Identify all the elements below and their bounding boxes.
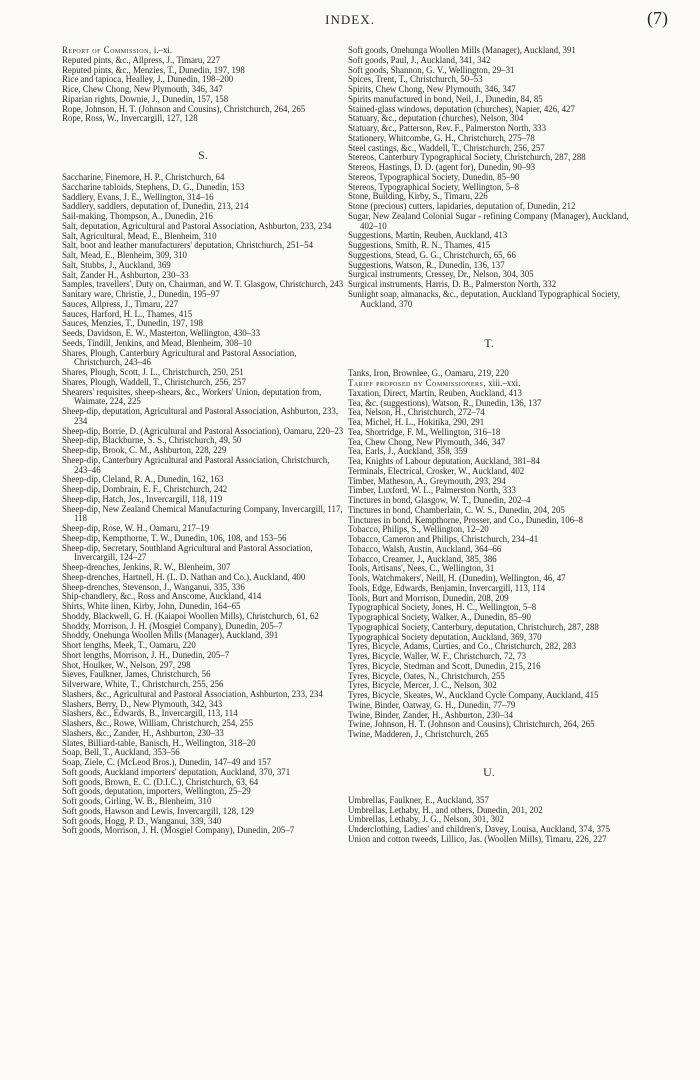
- index-entry: Tools, Watchmakers', Neill, H. (Dunedin), Wellington, 46, 47: [348, 573, 566, 583]
- section-heading-s: S.: [198, 148, 208, 162]
- index-entry: Shares, Plough, Scott, J. L., Christchurch, 250, 251: [62, 367, 244, 377]
- index-entry: Shearers' requisites, sheep-shears, &c., Workers' Union, deputation from, Waimate, 224, 225: [62, 386, 322, 407]
- u-entries: [348, 796, 630, 845]
- index-entry: Twine, Madderen, J., Christchurch, 265: [348, 729, 489, 739]
- index-entry: Soap, Ziele, C. (McLeod Bros.), Dunedin, 147–49 and 157: [62, 757, 272, 767]
- index-entry: Suggestions, Martin, Reuben, Auckland, 413: [348, 230, 508, 241]
- index-entry: Underclothing, Ladies' and children's, Davey, Louisa, Auckland, 374, 375: [348, 824, 610, 834]
- index-entry: Statuary, &c., Patterson, Rev. F., Palmerston North, 333: [348, 123, 547, 133]
- index-entry: Sheep-drenches, Stevenson, J., Wanganui, 335, 336: [62, 581, 245, 592]
- index-entry: Short lengths, Morrison, J. H., Dunedin, 205–7: [62, 649, 230, 660]
- index-entry: Stereos, Typographical Society, Wellington, 5–8: [348, 181, 520, 192]
- index-entry: Salt, Mead, E., Blenheim, 309, 310: [62, 250, 187, 260]
- index-entry: Tyres, Bicycle, Skeates, W., Auckland Cycle Company, Auckland, 415: [348, 690, 599, 700]
- index-entry: Tyres, Bicycle, Stedman and Scott, Dunedin, 215, 216: [348, 660, 541, 671]
- index-entry: Short lengths, Meek, T., Oamaru, 220: [62, 640, 196, 650]
- r-entries: [62, 56, 344, 124]
- index-entry: Tanks, Iron, Brownlee, G., Oamaru, 219, 220: [348, 368, 509, 379]
- index-entry: Umbrellas, Lethaby, H., and others, Dunedin, 201, 202: [348, 804, 543, 815]
- index-entry: Twine, Johnson, H. T. (Johnson and Cousins), Christchurch, 264, 265: [348, 719, 595, 730]
- index-entry: Tea, Shortridge, F. M., Wellington, 316–18: [348, 426, 501, 437]
- index-entry: Salt, boot and leather manufacturers' deputation, Christchurch, 251–54: [62, 240, 314, 251]
- index-entry: Tea, Michel, H. L., Hokitika, 290, 291: [348, 417, 485, 427]
- index-entry: Typographical Society, Canterbury, deputation, Christchurch, 287, 288: [348, 621, 599, 632]
- index-entry: Salt, deputation, Agricultural and Pastoral Association, Ashburton, 233, 234: [62, 220, 332, 231]
- index-entry: Slates, Billiard-table, Banisch, H., Wellington, 318–20: [62, 737, 256, 748]
- index-entry: Tyres, Bicycle, Mercer, J. C., Nelson, 302: [348, 680, 497, 691]
- index-entry: Suggestions, Watson, R., Dunedin, 136, 137: [348, 259, 505, 270]
- index-entry: Tyres, Bicycle, Oates, N., Christchurch, 255: [348, 670, 505, 681]
- index-entry: Soft goods, Brown, E. C. (D.I.C.), Christchurch, 63, 64: [62, 776, 259, 787]
- index-entry: Slashers, Berry, D., New Plymouth, 342, 343: [62, 698, 223, 709]
- tariff-label: Tariff proposed by Commissioners,: [348, 378, 487, 388]
- index-entry: Soft goods, Auckland importers' deputation, Auckland, 370, 371: [62, 766, 291, 777]
- index-entry: Stone, Building, Kirby, S., Timaru, 226: [348, 191, 488, 202]
- index-entry: Rope, Johnson, H. T. (Johnson and Cousins), Christchurch, 264, 265: [62, 103, 306, 114]
- index-entry: Salt, Zander H., Ashburton, 230–33: [62, 269, 189, 280]
- index-entry: Tobacco, Philips, S., Wellington, 12–20: [348, 524, 489, 535]
- section-heading-u: U.: [483, 764, 495, 779]
- index-entry: Shares, Plough, Canterbury Agricultural and Pastoral Association, Christchurch, 243–46: [62, 347, 297, 368]
- index-entry: Stereos, Canterbury Typographical Society, Christchurch, 287, 288: [348, 152, 586, 163]
- index-entry: Seeds, Davidson, E. W., Masterton, Wellington, 430–33: [62, 328, 261, 338]
- index-entry: Timber, Matheson, A., Greymouth, 293, 294: [348, 475, 506, 486]
- index-entry: Soft goods, Onehunga Woollen Mills (Manager), Auckland, 391: [348, 45, 576, 55]
- index-entry: Umbrellas, Faulkner, E., Auckland, 357: [348, 794, 489, 805]
- index-entry: Sheep-drenches, Jenkins, R. W., Blenheim, 307: [62, 562, 231, 572]
- index-entry: Tea, Knights of Labour deputation, Auckland, 381–84: [348, 456, 540, 466]
- index-entry: Sauces, Allpress, J., Timaru, 227: [62, 298, 179, 309]
- index-entry: Tinctures in bond, Kempthorne, Prosser, and Co., Dunedin, 106–8: [348, 514, 583, 525]
- index-entry: Statuary, &c., deputation (churches), Nelson, 304: [348, 113, 524, 124]
- index-entry: Saddlery, Evans, J. E., Wellington, 314–16: [62, 191, 214, 202]
- index-entry: Taxation, Direct, Martin, Reuben, Auckland, 413: [348, 387, 522, 398]
- tariff-ref: xiii.–xxi.: [486, 378, 521, 388]
- index-entry: Twine, Binder, Zander, H., Ashburton, 230–34: [348, 709, 514, 720]
- s-entries-right: [348, 46, 630, 309]
- index-entry: Sheep-dip, Blackburne, S. S., Christchurch, 49, 50: [62, 435, 242, 446]
- index-entry: Union and cotton tweeds, Lillico, Jas. (Woollen Mills), Timaru, 226, 227: [348, 833, 607, 844]
- index-entry: Salt, Agricultural, Mead, E., Blenheim, 310: [62, 230, 217, 241]
- index-entry: Umbrellas, Lethaby, J. G., Nelson, 301, 302: [348, 814, 504, 825]
- index-entry: Soap, Bell, T., Auckland, 353–56: [62, 747, 180, 758]
- index-entry: Sail-making, Thompson, A., Dunedin, 216: [62, 211, 213, 221]
- index-entry: Spirits manufactured in bond, Neil, J., Dunedin, 84, 85: [348, 93, 543, 104]
- index-entry: Soft goods, Hogg, P. D., Wanganui, 339, 340: [62, 815, 222, 826]
- index-entry: Tea, Earls, J., Auckland, 358, 359: [348, 446, 468, 457]
- index-entry: Rice and tapioca, Healley, J., Dunedin, 198–200: [62, 74, 234, 85]
- index-entry: Tinctures in bond, Glasgow, W. T., Dunedin, 202–4: [348, 495, 531, 505]
- index-entry: Ship-chandlery, &c., Ross and Anscome, Auckland, 414: [62, 591, 262, 602]
- index-entry: Soft goods, Morrison, J. H. (Mosgiel Company), Dunedin, 205–7: [62, 825, 295, 836]
- index-entry: Typographical Society deputation, Auckland, 369, 370: [348, 631, 542, 642]
- index-entry: Surgical instruments, Harris, D. B., Palmerston North, 332: [348, 279, 557, 289]
- index-entry: Samples, travellers', Duty on, Chairman, and W. T. Glasgow, Christchurch, 243: [62, 279, 344, 290]
- index-entry: Reputed pints, &c., Allpress, J., Timaru, 227: [62, 54, 221, 65]
- index-entry: Slashers, &c., Agricultural and Pastoral Association, Ashburton, 233, 234: [62, 688, 323, 699]
- index-title: INDEX.: [325, 12, 375, 27]
- index-entry: Silverware, White, T., Christchurch, 255, 256: [62, 679, 224, 689]
- page-header: [0, 8, 700, 38]
- index-entry: Timber, Luxford, W. L., Palmerston North, 333: [348, 485, 516, 496]
- index-entry: Tobacco, Cameron and Philips, Christchurch, 234–41: [348, 534, 539, 544]
- index-entry: Tobacco, Creamer, J., Auckland, 385, 386: [348, 553, 497, 564]
- right-column: [348, 46, 630, 845]
- index-entry: Tyres, Bicycle, Adams, Curties, and Co., Christchurch, 282, 283: [348, 641, 577, 652]
- index-entry: Sheep-dip, deputation, Agricultural and Pastoral Association, Ashburton, 233, 234: [62, 406, 339, 426]
- report-label: Report of Commission,: [62, 45, 152, 55]
- index-entry: Soft goods, Paul, J., Auckland, 341, 342: [348, 54, 491, 65]
- index-entry: Shot, Houlker, W., Nelson, 297, 298: [62, 659, 191, 670]
- index-entry: Stationery, Whitcombe, G. H., Christchurch, 275–78: [348, 132, 535, 143]
- index-entry: Suggestions, Smith, R. N., Thames, 415: [348, 240, 491, 250]
- index-entry: Soft goods, Shannon, G. V., Wellington, 29–31: [348, 64, 515, 75]
- t-entries-b: [348, 389, 630, 740]
- index-entry: Shares, Plough, Waddell, T., Christchurch, 256, 257: [62, 376, 246, 387]
- index-entry: Typographical Society, Walker, A., Dunedin, 85–90: [348, 612, 531, 622]
- index-entry: Slashers, &c., Rowe, William, Christchurch, 254, 255: [62, 718, 254, 728]
- index-entry: Tea, Chew Chong, New Plymouth, 346, 347: [348, 436, 506, 447]
- index-entry: Seeds, Tindill, Jenkins, and Mead, Blenheim, 308–10: [62, 337, 252, 348]
- index-entry: Shoddy, Blackwell, G. H. (Kaiapoi Woollen Mills), Christchurch, 61, 62: [62, 610, 319, 621]
- index-entry: Saccharine tabloids, Stephens, D. G., Dunedin, 153: [62, 181, 245, 192]
- index-entry: Tea, Nelson, H., Christchurch, 272–74: [348, 407, 485, 418]
- index-entry: Stone (precious) cutters, lapidaries, deputation of, Dunedin, 212: [348, 201, 576, 211]
- index-entry: Reputed pints, &c., Menzies, T., Dunedin, 197, 198: [62, 64, 245, 75]
- index-entry: Sauces, Menzies, T., Dunedin, 197, 198: [62, 318, 203, 329]
- index-entry: Steel castings, &c., Waddell, T., Christchurch, 256, 257: [348, 142, 545, 153]
- index-entry: Tyres, Bicycle, Waller, W. F., Christchurch, 72, 73: [348, 651, 527, 661]
- index-entry: Tea, &c. (suggestions), Watson, R., Dunedin, 136, 137: [348, 397, 542, 408]
- index-entry: Salt, Stubbs, J., Auckland, 369: [62, 259, 171, 270]
- index-entry: Sheep-dip, Canterbury Agricultural and Pastoral Association, Christchurch, 243–46: [62, 454, 330, 475]
- index-entry: Slashers, &c., Zander, H., Ashburton, 230–33: [62, 727, 224, 738]
- index-entry: Rope, Ross, W., Invercargill, 127, 128: [62, 113, 198, 124]
- index-entry: Rice, Chew Chong, New Plymouth, 346, 347: [62, 84, 223, 94]
- index-entry: Saddlery, saddlers, deputation of, Dunedin, 213, 214: [62, 201, 249, 212]
- index-entry: Soft goods, Hawson and Lewis, Invercargill, 128, 129: [62, 805, 254, 816]
- index-entry: Sheep-dip, New Zealand Chemical Manufacturing Company, Invercargill, 117, 118: [62, 503, 343, 524]
- index-entry: Sheep-dip, Borrie, D. (Agricultural and Pastoral Association), Oamaru, 220–23: [62, 425, 344, 436]
- index-entry: Sheep-dip, Cleland, R. A., Dunedin, 162, 163: [62, 474, 224, 485]
- index-entry: Shoddy, Morrison, J. H. (Mosgiel Company), Dunedin, 205–7: [62, 620, 283, 631]
- index-entry: Shoddy, Onehunga Woollen Mills (Manager), Auckland, 391: [62, 630, 279, 641]
- index-entry: Sheep-dip, Hatch, Jos., Invercargill, 118, 119: [62, 493, 223, 504]
- index-entry: Tools, Burt and Morrison, Dunedin, 208, 209: [348, 592, 509, 603]
- s-entries-left: [62, 173, 344, 836]
- index-entry: Sheep-dip, Brook, C. M., Ashburton, 228, 229: [62, 445, 227, 455]
- index-entry: Riparian rights, Downie, J., Dunedin, 157, 158: [62, 93, 229, 104]
- index-entry: Sheep-dip, Secretary, Southland Agricultural and Pastoral Association, Invercargill, 124–27: [62, 542, 313, 563]
- index-entry: Slashers, &c., Edwards, B., Invercargill, 113, 114: [62, 708, 238, 719]
- index-entry: Tools, Artisans', Nees, C., Wellington, 31: [348, 563, 495, 574]
- index-entry: Sauces, Harford, H. L., Thames, 415: [62, 308, 193, 319]
- index-entry: Sugar, New Zealand Colonial Sugar - refining Company (Manager), Auckland, 402–10: [348, 210, 629, 231]
- index-entry: Stereos, Hastings, D. D. (agent for), Dunedin, 90–93: [348, 162, 536, 172]
- index-entry: Shirts, White linen, Kirby, John, Dunedin, 164–65: [62, 601, 241, 611]
- index-entry: Stained-glass windows, deputation (churches), Napier, 426, 427: [348, 103, 575, 114]
- index-entry: Suggestions, Stead, G. G., Christchurch, 65, 66: [348, 249, 516, 260]
- index-entry: Sieves, Faulkner, James, Christchurch, 56: [62, 669, 211, 680]
- report-ref: i.–xi.: [151, 45, 173, 55]
- section-heading-t: T.: [484, 336, 494, 351]
- index-entry: Twine, Binder, Oatway, G. H., Dunedin, 77–79: [348, 699, 516, 710]
- index-entry: Saccharine, Finemore, H. P., Christchurch, 64: [62, 172, 225, 182]
- index-entry: Tobacco, Walsh, Austin, Auckland, 364–66: [348, 543, 502, 554]
- index-entry: Sheep-dip, Rose, W. H., Oamaru, 217–19: [62, 523, 210, 533]
- index-entry: Surgical instruments, Cressey, Dr., Nelson, 304, 305: [348, 269, 534, 280]
- index-entry: Sheep-dip, Dombrain, E. F., Christchurch, 242: [62, 484, 228, 494]
- page-number: (7): [647, 8, 668, 28]
- index-entry: Tinctures in bond, Chamberlain, C. W. S., Dunedin, 204, 205: [348, 504, 565, 515]
- index-entry: Typographical Society, Jones, H. C., Wellington, 5–8: [348, 602, 537, 613]
- index-entry: Spirits, Chew Chong, New Plymouth, 346, 347: [348, 84, 516, 94]
- index-entry: Soft goods, deputation, importers, Wellington, 25–29: [62, 786, 251, 797]
- index-entry: Soft goods, Girling, W. B., Blenheim, 310: [62, 796, 212, 806]
- index-entry: Tools, Edge, Edwards, Benjamin, Invercargill, 113, 114: [348, 582, 546, 593]
- index-entry: Sanitary ware, Christie, J., Dunedin, 195–97: [62, 289, 220, 299]
- index-entry: Spices, Trent, T., Christchurch, 50–53: [348, 74, 483, 85]
- index-entry: Terminals, Electrical, Crosker, W., Auckland, 402: [348, 465, 525, 476]
- left-column: [62, 46, 344, 836]
- index-entry: Sheep-dip, Kempthorne, T. W., Dunedin, 106, 108, and 153–56: [62, 532, 287, 543]
- index-entry: Sunlight soap, almanacks, &c., deputation, Auckland Typographical Society, Auckland, 370: [348, 288, 620, 309]
- index-entry: Stereos, Typographical Society, Dunedin, 85–90: [348, 171, 520, 182]
- index-entry: Sheep-drenches, Hartnell, H. (L. D. Nathan and Co.), Auckland, 400: [62, 571, 306, 582]
